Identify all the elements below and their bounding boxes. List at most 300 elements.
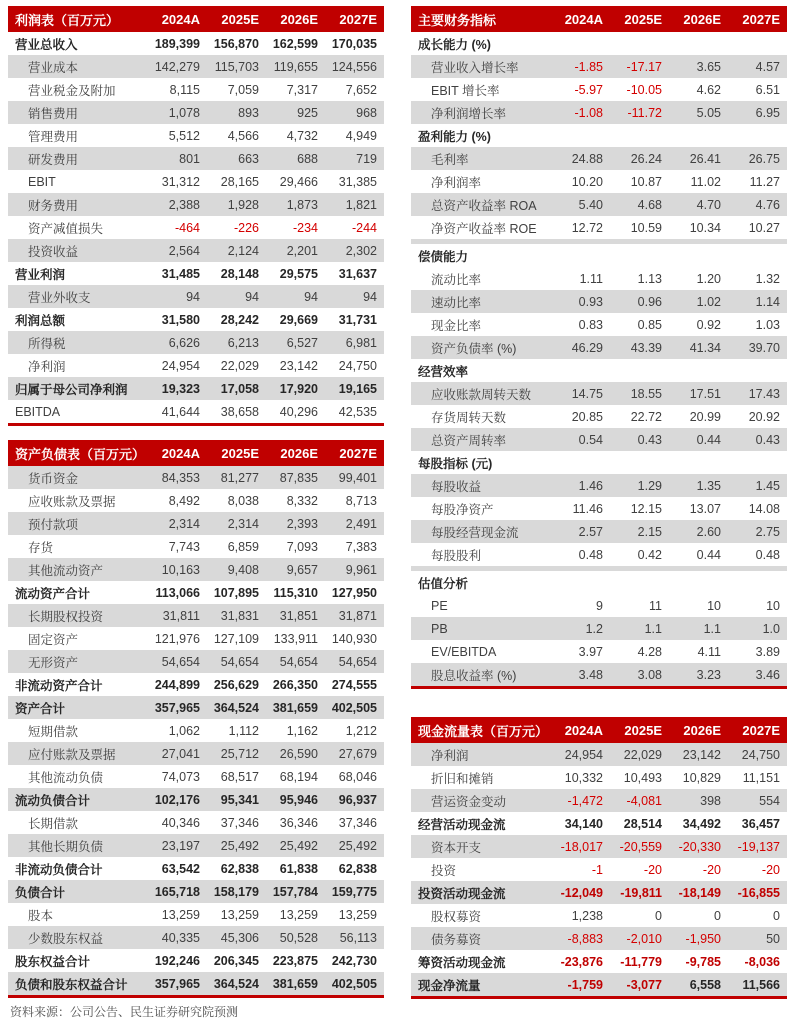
cell-value: 95,946: [279, 792, 318, 807]
row-label: 货币资金: [28, 471, 79, 486]
cell-value: -19,811: [620, 885, 662, 900]
row-label: EBIT 增长率: [431, 83, 500, 98]
cell-value: 1.20: [696, 271, 721, 286]
table-row: [8, 489, 384, 512]
key-indicators-table-grid: [411, 6, 787, 686]
cell-value: 1,238: [571, 908, 603, 923]
row-label: 财务费用: [28, 198, 79, 213]
cell-value: 25,492: [338, 838, 377, 853]
cell-value: 381,659: [272, 976, 318, 991]
table-row: [411, 766, 787, 789]
cell-value: 4.11: [697, 644, 721, 659]
cell-value: 1.02: [696, 294, 721, 309]
cell-value: -10.05: [626, 82, 662, 97]
cell-value: -12,049: [560, 885, 603, 900]
table-row: [8, 331, 384, 354]
cell-value: 0.93: [578, 294, 603, 309]
cell-value: 18.55: [630, 386, 662, 401]
column-header: 2026E: [280, 11, 318, 27]
cell-value: 1,873: [286, 197, 318, 212]
table-row: [8, 926, 384, 949]
cell-value: 364,524: [213, 976, 259, 991]
cell-value: 28,148: [220, 266, 259, 281]
cell-value: 11.46: [572, 501, 603, 516]
cell-value: 26,590: [279, 746, 318, 761]
row-label: 总资产收益率 ROA: [431, 198, 537, 213]
table-title: 现金流量表（百万元）: [418, 723, 549, 739]
cell-value: [728, 124, 787, 147]
cell-value: 7,093: [286, 539, 318, 554]
row-label: 投资: [431, 863, 457, 878]
table-row: [411, 927, 787, 950]
cell-value: -8,883: [567, 931, 603, 946]
cell-value: 17,058: [220, 381, 259, 396]
cell-value: 27,679: [338, 746, 377, 761]
column-header: 2025E: [624, 11, 662, 27]
cell-value: 142,279: [154, 59, 200, 74]
row-label: 净资产收益率 ROE: [431, 221, 537, 236]
cell-value: 3.23: [696, 667, 721, 682]
cell-value: 11: [649, 598, 662, 613]
table-row: [8, 581, 384, 604]
cell-value: 31,731: [338, 312, 377, 327]
row-label: 其他长期负债: [28, 839, 104, 854]
cell-value: 22,029: [220, 358, 259, 373]
cell-value: 10.20: [571, 174, 603, 189]
cell-value: 8,713: [345, 493, 377, 508]
cell-value: 124,556: [331, 59, 377, 74]
table-row: [8, 285, 384, 308]
cell-value: 31,871: [338, 608, 377, 623]
row-label: 非流动负债合计: [15, 862, 103, 877]
cell-value: 2,314: [227, 516, 259, 531]
row-label: 资本开支: [431, 840, 482, 855]
row-label: 资产合计: [15, 701, 66, 716]
cell-value: 8,115: [169, 82, 200, 97]
cell-value: 0.96: [637, 294, 662, 309]
row-label: EBIT: [28, 174, 56, 189]
cell-value: 20.85: [571, 409, 603, 424]
cell-value: 62,838: [338, 861, 377, 876]
cell-value: -234: [292, 220, 318, 235]
cell-value: 23,197: [161, 838, 200, 853]
cell-value: 28,242: [220, 312, 259, 327]
row-label: 净利润: [431, 748, 469, 763]
cell-value: -9,785: [685, 954, 721, 969]
table-row: [8, 673, 384, 696]
row-label: 研发费用: [28, 152, 79, 167]
row-label: 经营效率: [418, 364, 469, 379]
cell-value: 9,408: [227, 562, 259, 577]
row-label: PB: [431, 621, 448, 636]
table-title: 主要财务指标: [418, 12, 497, 28]
cell-value: 3.65: [696, 59, 721, 74]
cell-value: 189,399: [154, 36, 200, 51]
row-label: 营业外收支: [28, 290, 91, 305]
balance-sheet-table: [8, 440, 384, 998]
cell-value: 24,750: [338, 358, 377, 373]
cell-value: 12.15: [630, 501, 662, 516]
cell-value: 37,346: [338, 815, 377, 830]
cell-value: 140,930: [331, 631, 377, 646]
cell-value: 2,302: [345, 243, 377, 258]
cell-value: 0.43: [637, 432, 662, 447]
cell-value: -16,855: [737, 885, 780, 900]
cell-value: 5,512: [168, 128, 200, 143]
table-row: [411, 78, 787, 101]
cell-value: 402,505: [331, 700, 377, 715]
cell-value: 42,535: [338, 404, 377, 419]
cell-value: -20,559: [619, 839, 662, 854]
cell-value: 1.0: [762, 621, 780, 636]
row-label: 成长能力 (%): [418, 37, 491, 52]
cell-value: 1.35: [696, 478, 721, 493]
row-label: EV/EBITDA: [431, 644, 497, 659]
row-label: 投资收益: [28, 244, 79, 259]
cell-value: 6.51: [755, 82, 780, 97]
table-row: [8, 308, 384, 331]
cell-value: 119,655: [273, 59, 318, 74]
table-row: [411, 405, 787, 428]
table-row: [411, 193, 787, 216]
row-label: 每股指标 (元): [418, 456, 493, 471]
column-header: 2027E: [339, 11, 377, 27]
cell-value: 24.88: [571, 151, 603, 166]
cell-value: 29,669: [279, 312, 318, 327]
row-label: 固定资产: [28, 632, 79, 647]
row-label: 管理费用: [28, 129, 79, 144]
cell-value: -18,017: [560, 839, 603, 854]
cell-value: 8,332: [286, 493, 318, 508]
row-label: 流动资产合计: [15, 586, 91, 601]
cell-value: -18,149: [678, 885, 721, 900]
cell-value: 28,514: [623, 816, 662, 831]
cell-value: 68,194: [279, 769, 318, 784]
row-label: 经营活动现金流: [418, 817, 506, 832]
cell-value: 0: [773, 908, 780, 923]
row-label: 长期股权投资: [28, 609, 104, 624]
table-title: 利润表（百万元）: [15, 12, 120, 28]
cell-value: 7,743: [168, 539, 200, 554]
row-label: 负债和股东权益合计: [15, 977, 128, 992]
cell-value: -1.85: [574, 59, 603, 74]
cell-value: 11.02: [690, 174, 721, 189]
cell-value: 4.57: [755, 59, 780, 74]
cell-value: 1,928: [227, 197, 259, 212]
cashflow-statement-table: [411, 717, 787, 999]
column-header: 2024A: [564, 722, 603, 738]
cell-value: 968: [356, 105, 377, 120]
cell-value: 1,162: [286, 723, 318, 738]
row-label: 每股净资产: [431, 502, 494, 517]
table-title: 资产负债表（百万元）: [15, 446, 146, 462]
cell-value: 244,899: [154, 677, 200, 692]
table-row: [8, 604, 384, 627]
row-label: 营业税金及附加: [28, 83, 116, 98]
cell-value: 2,564: [168, 243, 200, 258]
cell-value: 113,066: [155, 585, 200, 600]
row-label: 归属于母公司净利润: [15, 382, 128, 397]
cell-value: 40,335: [161, 930, 200, 945]
row-label: 少数股东权益: [28, 931, 104, 946]
cell-value: 95,341: [220, 792, 259, 807]
cell-value: 10,493: [623, 770, 662, 785]
cell-value: 4,732: [286, 128, 318, 143]
cell-value: 31,385: [338, 174, 377, 189]
row-label: 其他流动资产: [28, 563, 104, 578]
table-row: [8, 466, 384, 489]
cell-value: 26.41: [689, 151, 721, 166]
cell-value: 41,644: [161, 404, 200, 419]
table-row: [8, 147, 384, 170]
cell-value: 1.29: [637, 478, 662, 493]
cell-value: 1.13: [637, 271, 662, 286]
cell-value: 0.44: [696, 547, 721, 562]
cell-value: 274,555: [331, 677, 377, 692]
cell-value: 2,201: [286, 243, 318, 258]
cell-value: 17,920: [279, 381, 318, 396]
cell-value: 0.85: [637, 317, 662, 332]
cell-value: 4,566: [227, 128, 259, 143]
cell-value: 29,466: [279, 174, 318, 189]
cell-value: 2,124: [227, 243, 259, 258]
cell-value: 22,029: [623, 747, 662, 762]
cell-value: 13,259: [338, 907, 377, 922]
cell-value: 25,712: [220, 746, 259, 761]
cell-value: 0: [655, 908, 662, 923]
cell-value: 94: [186, 289, 200, 304]
cell-value: 1,212: [345, 723, 377, 738]
cell-value: 31,831: [220, 608, 259, 623]
cell-value: 115,310: [273, 585, 318, 600]
cell-value: 2,314: [168, 516, 200, 531]
cell-value: 1.32: [755, 271, 780, 286]
cell-value: 12.72: [571, 220, 603, 235]
row-label: 短期借款: [28, 724, 79, 739]
cell-value: 0.43: [755, 432, 780, 447]
cell-value: 23,142: [682, 747, 721, 762]
cell-value: -1.08: [574, 105, 603, 120]
row-label: 股本: [28, 908, 54, 923]
cell-value: [551, 32, 610, 55]
cell-value: 24,750: [741, 747, 780, 762]
row-label: 非流动资产合计: [15, 678, 103, 693]
cell-value: 50,528: [279, 930, 318, 945]
cell-value: 74,073: [161, 769, 200, 784]
cell-value: 2.75: [755, 524, 780, 539]
cell-value: [669, 571, 728, 594]
cell-value: -244: [351, 220, 377, 235]
cell-value: 6,626: [168, 335, 200, 350]
cell-value: 94: [363, 289, 377, 304]
table-row: [411, 124, 787, 147]
cell-value: 19,323: [161, 381, 200, 396]
table-row: [8, 239, 384, 262]
row-label: 股东权益合计: [15, 954, 91, 969]
table-row: [8, 354, 384, 377]
cell-value: [728, 451, 787, 474]
table-row: [411, 812, 787, 835]
table-row: [411, 382, 787, 405]
row-label: 无形资产: [28, 655, 79, 670]
row-label: 盈利能力 (%): [418, 129, 491, 144]
cell-value: [610, 359, 669, 382]
cell-value: [669, 32, 728, 55]
cell-value: 28,165: [220, 174, 259, 189]
cell-value: 1,821: [345, 197, 377, 212]
row-label: 负债合计: [15, 885, 66, 900]
table-row: [411, 216, 787, 239]
cell-value: [610, 571, 669, 594]
row-label: 营业利润: [15, 267, 66, 282]
table-row: [8, 262, 384, 285]
cell-value: 20.99: [689, 409, 721, 424]
table-row: [411, 743, 787, 766]
cell-value: -11.72: [627, 105, 662, 120]
cell-value: -3,077: [626, 977, 662, 992]
cell-value: 6,859: [227, 539, 259, 554]
cell-value: 1.11: [579, 271, 603, 286]
table-row: [411, 313, 787, 336]
cell-value: 10,332: [564, 770, 603, 785]
table-row: [8, 834, 384, 857]
cell-value: 31,637: [338, 266, 377, 281]
cell-value: 94: [245, 289, 259, 304]
table-row: [8, 535, 384, 558]
cell-value: 31,811: [162, 608, 200, 623]
cell-value: -1,472: [567, 793, 603, 808]
cell-value: [728, 359, 787, 382]
cell-value: 20.92: [748, 409, 780, 424]
cell-value: 38,658: [220, 404, 259, 419]
row-label: 投资活动现金流: [418, 886, 506, 901]
cell-value: 266,350: [272, 677, 318, 692]
cell-value: 0.44: [696, 432, 721, 447]
cell-value: 925: [297, 105, 318, 120]
cell-value: 9,657: [286, 562, 318, 577]
table-row: [411, 451, 787, 474]
cell-value: 10,163: [161, 562, 200, 577]
table-row: [411, 336, 787, 359]
cell-value: 54,654: [220, 654, 259, 669]
cell-value: 157,784: [272, 884, 318, 899]
column-header: 2027E: [742, 722, 780, 738]
cell-value: 4.68: [637, 197, 662, 212]
cell-value: 46.29: [571, 340, 603, 355]
cell-value: 10.59: [630, 220, 662, 235]
cell-value: 96,937: [338, 792, 377, 807]
cell-value: 0.48: [755, 547, 780, 562]
cell-value: 8,492: [168, 493, 200, 508]
cell-value: 3.08: [637, 667, 662, 682]
cell-value: 5.40: [578, 197, 603, 212]
cell-value: 0.48: [578, 547, 603, 562]
cell-value: 17.43: [748, 386, 780, 401]
cell-value: 158,179: [213, 884, 259, 899]
table-row: [8, 377, 384, 400]
cell-value: [669, 124, 728, 147]
row-label: 存货: [28, 540, 54, 555]
cell-value: -2,010: [626, 931, 662, 946]
table-row: [411, 950, 787, 973]
table-row: [8, 124, 384, 147]
table-header-row: [411, 6, 787, 32]
row-label: 长期借款: [28, 816, 79, 831]
table-header-row: [8, 440, 384, 466]
cell-value: 17.51: [689, 386, 721, 401]
cell-value: 127,950: [331, 585, 377, 600]
cell-value: 37,346: [220, 815, 259, 830]
table-row: [8, 170, 384, 193]
cell-value: 0: [714, 908, 721, 923]
cell-value: 206,345: [213, 953, 259, 968]
cell-value: 7,059: [227, 82, 259, 97]
cell-value: 2.57: [578, 524, 603, 539]
cell-value: 84,353: [161, 470, 200, 485]
cell-value: -8,036: [744, 954, 780, 969]
cell-value: 31,580: [161, 312, 200, 327]
row-label: 销售费用: [28, 106, 79, 121]
cell-value: 13,259: [161, 907, 200, 922]
cell-value: 719: [356, 151, 377, 166]
cell-value: 10: [766, 598, 780, 613]
cell-value: [669, 451, 728, 474]
cell-value: 40,296: [279, 404, 318, 419]
row-label: 所得税: [28, 336, 66, 351]
cell-value: 87,835: [279, 470, 318, 485]
cell-value: 121,976: [154, 631, 200, 646]
row-label: 股权募资: [431, 909, 482, 924]
cell-value: 4.28: [637, 644, 662, 659]
column-header: 2024A: [161, 445, 200, 461]
cell-value: [551, 244, 610, 267]
cell-value: 364,524: [213, 700, 259, 715]
cell-value: -11,779: [620, 954, 662, 969]
cell-value: 2,491: [345, 516, 377, 531]
table-header-row: [411, 717, 787, 743]
cell-value: 54,654: [279, 654, 318, 669]
cell-value: 36,346: [279, 815, 318, 830]
row-label: 流动负债合计: [15, 793, 91, 808]
cell-value: [610, 124, 669, 147]
cell-value: 7,383: [345, 539, 377, 554]
right-column: [411, 6, 787, 1020]
cell-value: 115,703: [214, 59, 259, 74]
cell-value: [669, 359, 728, 382]
cell-value: -19,137: [737, 839, 780, 854]
cell-value: 1.14: [755, 294, 780, 309]
column-header: 2026E: [280, 445, 318, 461]
table-row: [411, 267, 787, 290]
table-row: [411, 55, 787, 78]
cell-value: [551, 451, 610, 474]
table-row: [411, 789, 787, 812]
cell-value: 10.87: [630, 174, 662, 189]
cell-value: 1.1: [644, 621, 662, 636]
cell-value: 6,981: [345, 335, 377, 350]
row-label: 流动比率: [431, 272, 482, 287]
cell-value: 39.70: [748, 340, 780, 355]
table-row: [411, 594, 787, 617]
cell-value: 4.70: [696, 197, 721, 212]
cell-value: 43.39: [630, 340, 662, 355]
cell-value: 11,151: [742, 770, 780, 785]
cell-value: 0.42: [637, 547, 662, 562]
row-label: 营业收入增长率: [431, 60, 519, 75]
table-row: [8, 400, 384, 423]
cell-value: 26.24: [630, 151, 662, 166]
cell-value: 10.27: [748, 220, 780, 235]
